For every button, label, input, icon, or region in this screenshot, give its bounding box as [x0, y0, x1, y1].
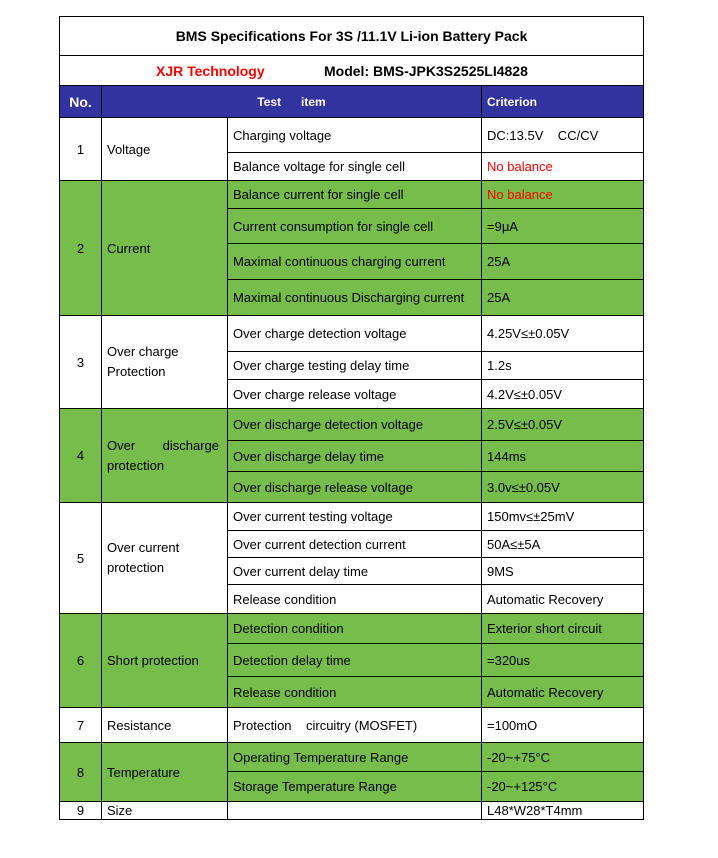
group-number: 9 [60, 802, 102, 820]
sheet-title: BMS Specifications For 3S /11.1V Li-ion Battery Pack [60, 17, 644, 56]
test-item: Balance current for single cell [228, 181, 482, 209]
criterion: L48*W28*T4mm [482, 802, 644, 820]
criterion: 4.2V≤±0.05V [482, 380, 644, 409]
test-item: Maximal continuous charging current [228, 244, 482, 280]
table-row [60, 708, 644, 743]
spec-sheet [59, 16, 643, 820]
test-item: Over charge testing delay time [228, 352, 482, 380]
criterion: 9MS [482, 558, 644, 585]
title-row [60, 17, 644, 56]
table-row [60, 316, 644, 352]
group-number: 2 [60, 181, 102, 316]
test-item: Detection delay time [228, 644, 482, 677]
group-name: Temperature [102, 743, 228, 802]
group-number: 4 [60, 409, 102, 503]
test-item: Charging voltage [228, 118, 482, 153]
group-name: Voltage [102, 118, 228, 181]
test-item: Current consumption for single cell [228, 209, 482, 244]
criterion: 2.5V≤±0.05V [482, 409, 644, 441]
group-number: 7 [60, 708, 102, 743]
table-row [60, 503, 644, 531]
criterion: 144ms [482, 441, 644, 472]
header-row [60, 86, 644, 118]
table-row [60, 614, 644, 644]
test-item: Operating Temperature Range [228, 743, 482, 772]
test-item [228, 802, 482, 820]
test-item: Over current detection current [228, 531, 482, 558]
criterion: 3.0v≤±0.05V [482, 472, 644, 503]
test-item: Over charge detection voltage [228, 316, 482, 352]
criterion: No balance [482, 181, 644, 209]
test-item: Protection circuitry (MOSFET) [228, 708, 482, 743]
test-item: Release condition [228, 677, 482, 708]
criterion: Exterior short circuit [482, 614, 644, 644]
criterion: =9μA [482, 209, 644, 244]
criterion: 1.2s [482, 352, 644, 380]
group-name: Size [102, 802, 228, 820]
group-number: 6 [60, 614, 102, 708]
test-item: Detection condition [228, 614, 482, 644]
group-name: Resistance [102, 708, 228, 743]
header-test-item: Test item [102, 86, 482, 118]
criterion: Automatic Recovery [482, 677, 644, 708]
criterion: 150mv≤±25mV [482, 503, 644, 531]
criterion: =100mO [482, 708, 644, 743]
criterion: =320us [482, 644, 644, 677]
test-item: Storage Temperature Range [228, 772, 482, 802]
criterion: -20~+125°C [482, 772, 644, 802]
group-number: 5 [60, 503, 102, 614]
group-number: 1 [60, 118, 102, 181]
header-no: No. [60, 86, 102, 118]
table-row [60, 181, 644, 209]
criterion: Automatic Recovery [482, 585, 644, 614]
test-item: Maximal continuous Discharging current [228, 280, 482, 316]
group-name: Short protection [102, 614, 228, 708]
test-item: Release condition [228, 585, 482, 614]
test-item: Over discharge detection voltage [228, 409, 482, 441]
group-name: Current [102, 181, 228, 316]
group-name: Over discharge protection [102, 409, 228, 503]
criterion: 25A [482, 244, 644, 280]
test-item: Over current testing voltage [228, 503, 482, 531]
group-number: 3 [60, 316, 102, 409]
test-item: Over current delay time [228, 558, 482, 585]
group-name: Over current protection [102, 503, 228, 614]
table-row [60, 802, 644, 820]
group-name: Over charge Protection [102, 316, 228, 409]
group-number: 8 [60, 743, 102, 802]
table-row [60, 409, 644, 441]
test-item: Over discharge release voltage [228, 472, 482, 503]
criterion: 4.25V≤±0.05V [482, 316, 644, 352]
criterion: 25A [482, 280, 644, 316]
criterion: DC:13.5V CC/CV [482, 118, 644, 153]
spec-table [59, 16, 644, 820]
company-row [60, 56, 644, 86]
test-item: Balance voltage for single cell [228, 153, 482, 181]
criterion: 50A≤±5A [482, 531, 644, 558]
table-row [60, 743, 644, 772]
model-number: Model: BMS-JPK3S2525LI4828 [324, 62, 528, 79]
table-row [60, 118, 644, 153]
test-item: Over charge release voltage [228, 380, 482, 409]
test-item: Over discharge delay time [228, 441, 482, 472]
criterion: No balance [482, 153, 644, 181]
criterion: -20~+75°C [482, 743, 644, 772]
company-name: XJR Technology [156, 62, 265, 79]
header-criterion: Criterion [482, 86, 644, 118]
